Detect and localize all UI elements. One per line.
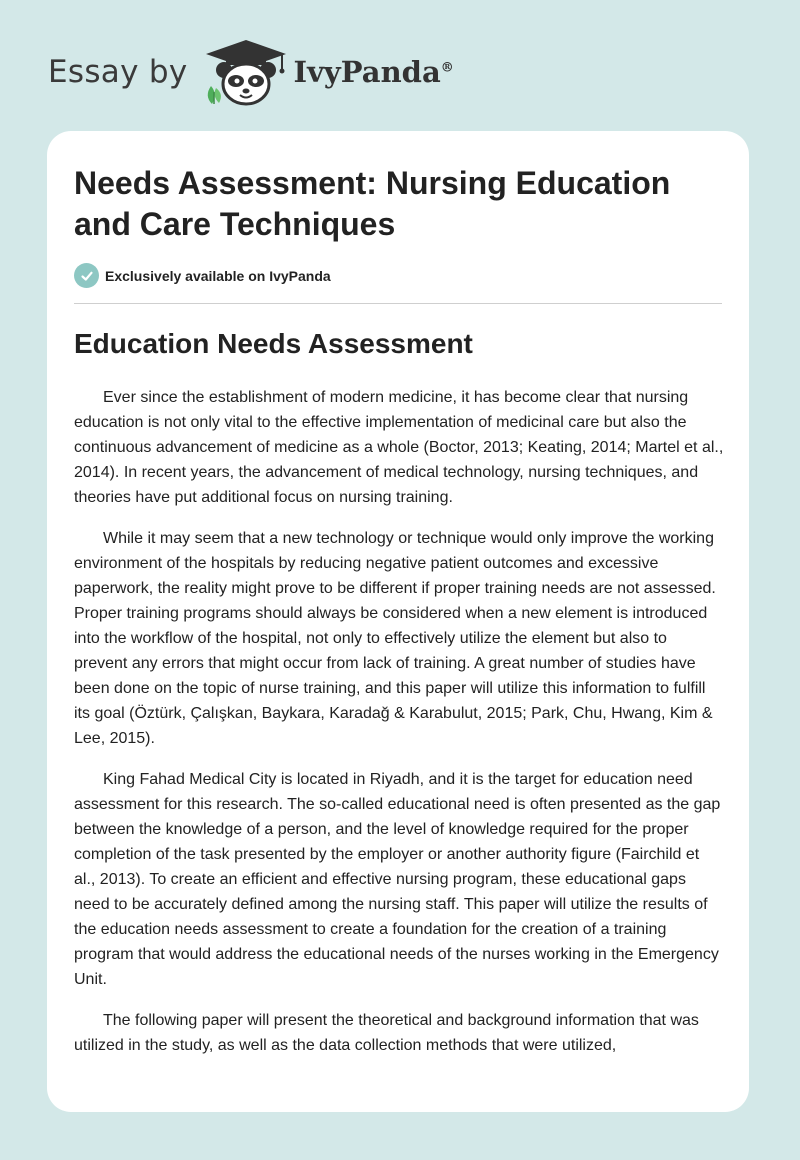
article-body	[74, 385, 724, 1074]
site-header	[48, 36, 454, 108]
paragraph-4: The following paper will present the theoretical and background information that was utilized in the study, as well as the data collection methods that were utilized,	[74, 1012, 699, 1054]
exclusive-badge-text: Exclusively available on IvyPanda	[105, 267, 331, 284]
essay-by-label: Essay by	[48, 54, 188, 90]
panda-graduation-cap-icon[interactable]	[202, 36, 290, 108]
article-card	[47, 131, 749, 1112]
article-title: Needs Assessment: Nursing Education and Care Techniques	[74, 165, 671, 242]
section-heading: Education Needs Assessment	[74, 328, 473, 359]
registered-mark: ®	[440, 60, 454, 76]
paragraph-2: While it may seem that a new technology or technique would only improve the working environment of the hospitals by reducing negative patient outcomes and excessive paperwork, the reality might prove to be different if proper training needs are not assessed. Proper training programs should always be considered when a new element is introduced into the workflow of the hospital, not only to effectively utilize the element but also to prevent any errors that might occur from lack of training. A great number of studies have been done on the topic of nurse training, and this paper will utilize this information to fulfill its goal (Öztürk, Çalışkan, Baykara, Karadağ & Karabulut, 2015; Park, Chu, Hwang, Kim & Lee, 2015).	[74, 530, 716, 747]
paragraph-1: Ever since the establishment of modern medicine, it has become clear that nursing education is not only vital to the effective implementation of medicinal care but also the continuous advancement of medicine as a whole (Boctor, 2013; Keating, 2014; Martel et al., 2014). In recent years, the advancement of medical technology, nursing techniques, and theories have put additional focus on nursing training.	[74, 389, 724, 506]
check-circle-icon	[74, 263, 99, 288]
paragraph-3: King Fahad Medical City is located in Riyadh, and it is the target for education need assessment for this research. The so-called educational need is often presented as the gap between the knowledge of a person, and the level of knowledge required for the proper completion of the task presented by the employer or another authority figure (Fairchild et al., 2013). To create an efficient and effective nursing program, these educational gaps need to be accurately defined among the nursing staff. This paper will utilize the results of the education needs assessment to create a foundation for the creation of a training program that would address the educational needs of the nurses working in the Emergency Unit.	[74, 771, 721, 988]
brand-name: IvyPanda	[293, 55, 441, 89]
exclusive-badge	[74, 263, 331, 288]
ivypanda-logo-text[interactable]	[294, 55, 454, 89]
title-divider	[74, 303, 722, 304]
